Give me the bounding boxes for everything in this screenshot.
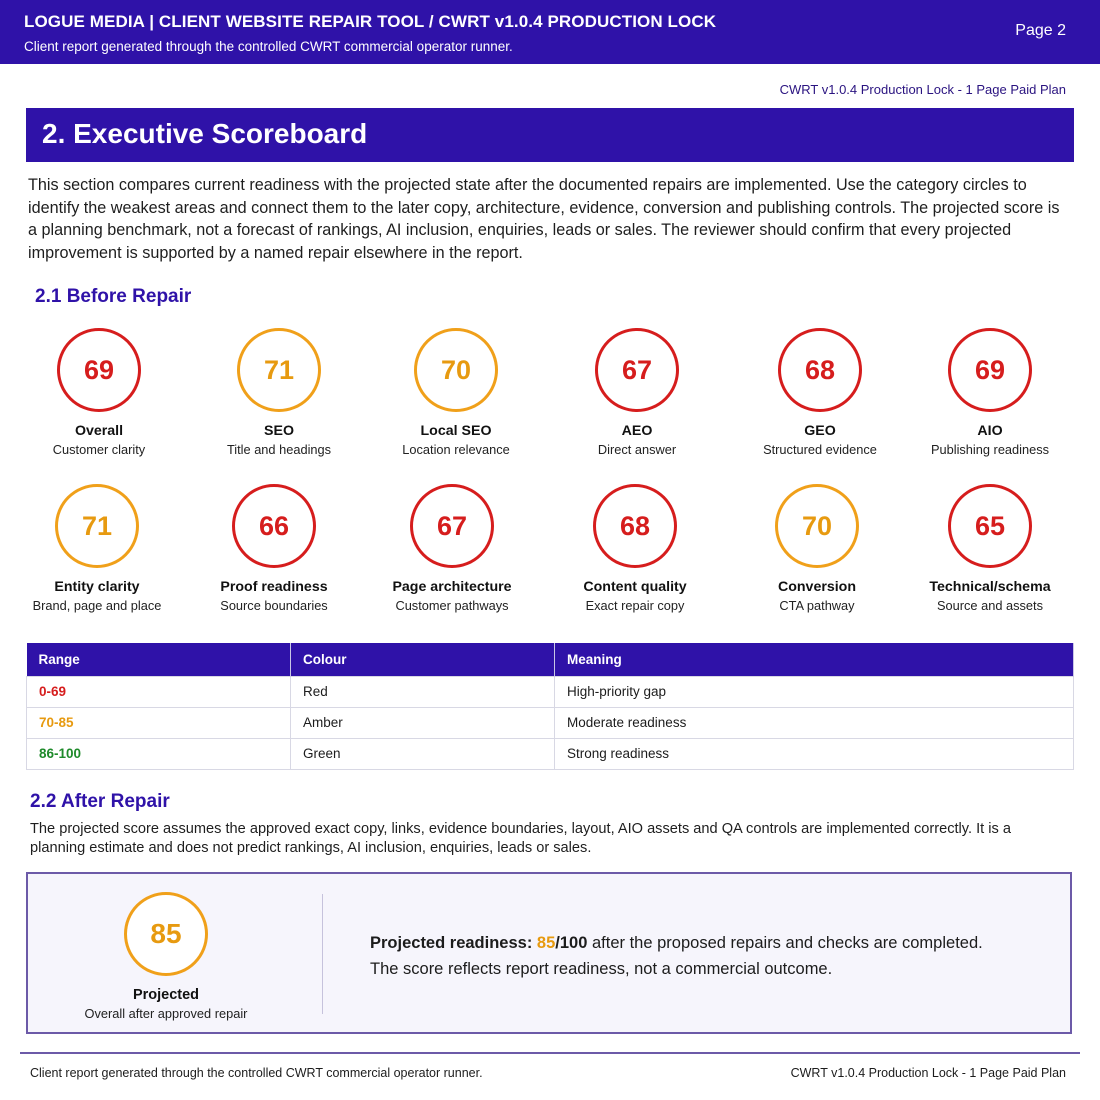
score-label: AEO — [621, 423, 653, 439]
score-ring: 69 — [57, 328, 141, 412]
meaning-cell: Moderate readiness — [555, 707, 1074, 738]
table-header-row — [27, 643, 1074, 676]
after-repair-text: The projected score assumes the approved exact copy, links, evidence boundaries, layout, AIO assets and QA controls are implemented correctly. It is a planning estimate and does not predict rankings, AI inclusion, enquiries, leads or sales. — [30, 821, 1011, 856]
score-desc: CTA pathway — [779, 598, 855, 613]
score-label: SEO — [264, 423, 294, 439]
score-desc: Customer pathways — [395, 598, 509, 613]
section-banner — [26, 108, 1074, 162]
report-title: LOGUE MEDIA | CLIENT WEBSITE REPAIR TOOL / CWRT v1.0.4 PRODUCTION LOCK — [24, 12, 717, 31]
projected-score-panel — [26, 872, 1072, 1034]
colour-cell: Green — [291, 738, 555, 769]
readiness-max: /100 — [555, 934, 588, 952]
column-header-colour: Colour — [291, 643, 555, 676]
range-cell: 86-100 — [27, 738, 291, 769]
footer-right-text: CWRT v1.0.4 Production Lock - 1 Page Paid Plan — [790, 1066, 1066, 1080]
score-label: Local SEO — [420, 423, 492, 439]
score-card-overall — [9, 328, 189, 457]
score-desc: Source and assets — [937, 598, 1043, 613]
colour-cell: Red — [291, 676, 555, 707]
score-ring: 67 — [410, 484, 494, 568]
readiness-value: 85 — [536, 934, 556, 952]
column-header-meaning: Meaning — [555, 643, 1074, 676]
footer-divider — [20, 1052, 1080, 1054]
score-desc: Publishing readiness — [930, 442, 1050, 457]
score-desc: Structured evidence — [763, 442, 877, 457]
score-ring: 69 — [948, 328, 1032, 412]
score-desc: Brand, page and place — [32, 598, 162, 613]
section-intro: This section compares current readiness with the projected state after the documented repairs are implemented. Use the category circles to identify the weakest areas and connect them to the later copy, architecture, evidence, conversion and publishing controls. The projected score is a planning benchmark, not a forecast of rankings, AI inclusion, enquiries, leads or sales. The reviewer should confirm that every projected improvement is supported by a named repair elsewhere in the report. — [28, 176, 1060, 263]
score-card-technical-schema — [900, 484, 1080, 613]
score-card-conversion — [727, 484, 907, 613]
score-label: Overall — [74, 423, 124, 439]
projected-score-card — [76, 892, 256, 1021]
report-header — [0, 0, 1100, 64]
score-ring: 71 — [55, 484, 139, 568]
score-desc: Title and headings — [226, 442, 332, 457]
table-row — [27, 707, 1074, 738]
section-title: 2. Executive Scoreboard — [42, 118, 368, 149]
score-label: Page architecture — [392, 579, 512, 595]
panel-divider — [322, 894, 323, 1014]
range-cell: 0-69 — [27, 676, 291, 707]
score-card-aeo — [547, 328, 727, 457]
score-range-legend-table — [26, 643, 1074, 770]
score-desc: Location relevance — [402, 442, 510, 457]
after-repair-heading: 2.2 After Repair — [30, 791, 170, 812]
score-desc: Customer clarity — [52, 442, 146, 457]
readiness-line — [370, 930, 1060, 956]
readiness-note: The score reflects report readiness, not a commercial outcome. — [370, 960, 833, 978]
score-ring: 70 — [414, 328, 498, 412]
score-ring: 70 — [775, 484, 859, 568]
score-card-seo — [189, 328, 369, 457]
score-label: Content quality — [583, 579, 687, 595]
meaning-cell: Strong readiness — [555, 738, 1074, 769]
score-card-proof-readiness — [184, 484, 364, 613]
table-row — [27, 738, 1074, 769]
score-ring: 71 — [237, 328, 321, 412]
score-ring: 68 — [778, 328, 862, 412]
score-card-content-quality — [545, 484, 725, 613]
score-card-aio — [900, 328, 1080, 457]
score-card-geo — [730, 328, 910, 457]
readiness-label: Projected readiness: — [370, 934, 533, 952]
score-card-local-seo — [366, 328, 546, 457]
projected-label: Projected — [132, 987, 200, 1003]
projected-readiness-text — [370, 930, 1060, 982]
before-repair-heading: 2.1 Before Repair — [35, 286, 192, 307]
score-label: Technical/schema — [929, 579, 1051, 595]
projected-desc: Overall after approved repair — [84, 1006, 248, 1021]
score-card-page-architecture — [362, 484, 542, 613]
range-cell: 70-85 — [27, 707, 291, 738]
score-desc: Exact repair copy — [585, 598, 685, 613]
score-ring: 68 — [593, 484, 677, 568]
score-card-entity-clarity — [7, 484, 187, 613]
score-desc: Source boundaries — [220, 598, 328, 613]
projected-score-ring: 85 — [124, 892, 208, 976]
plan-label: CWRT v1.0.4 Production Lock - 1 Page Paid Plan — [779, 82, 1066, 97]
score-label: Entity clarity — [54, 579, 140, 595]
score-ring: 66 — [232, 484, 316, 568]
score-label: AIO — [977, 423, 1003, 439]
score-label: Proof readiness — [220, 579, 328, 595]
page-number: Page 2 — [1015, 22, 1066, 39]
score-desc: Direct answer — [597, 442, 677, 457]
score-ring: 65 — [948, 484, 1032, 568]
colour-cell: Amber — [291, 707, 555, 738]
table-row — [27, 676, 1074, 707]
score-ring: 67 — [595, 328, 679, 412]
meaning-cell: High-priority gap — [555, 676, 1074, 707]
readiness-tail: after the proposed repairs and checks are completed. — [587, 934, 983, 952]
score-label: Conversion — [777, 579, 857, 595]
column-header-range: Range — [27, 643, 291, 676]
report-subtitle: Client report generated through the controlled CWRT commercial operator runner. — [24, 39, 513, 54]
score-label: GEO — [804, 423, 836, 439]
footer-left-text: Client report generated through the controlled CWRT commercial operator runner. — [30, 1066, 483, 1080]
